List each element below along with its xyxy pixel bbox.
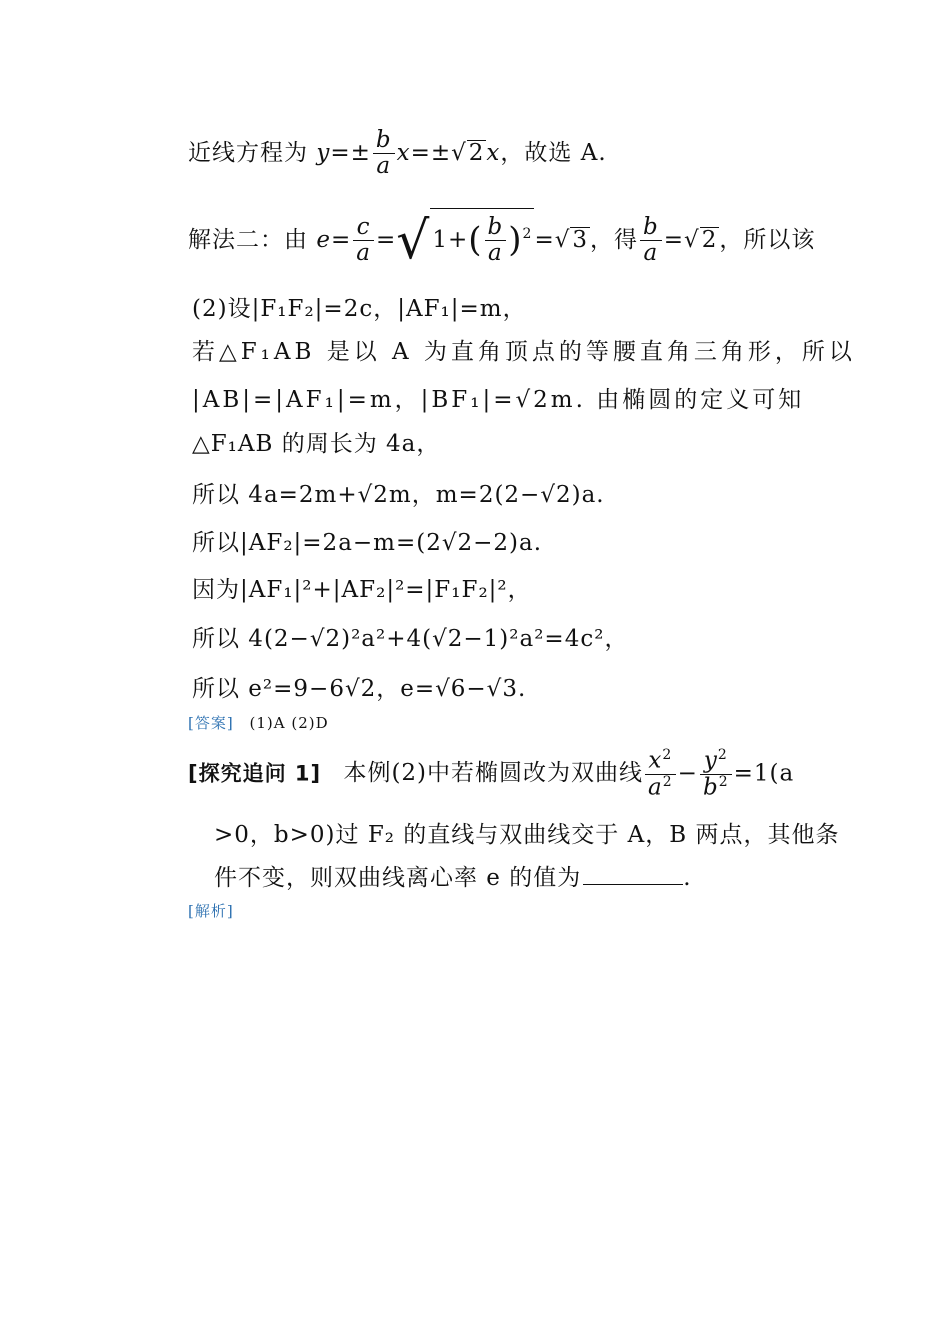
text: ，得 xyxy=(590,226,639,253)
text: =1(a xyxy=(733,760,795,787)
solution-line-3: (2)设|F₁F₂|=2c，|AF₁|=m， xyxy=(192,296,527,322)
fraction: $\frac{b}{a}$ xyxy=(373,128,395,180)
text: ，故选 A. xyxy=(500,139,607,166)
solution-line-8: 所以|AF₂|=2a−m=(2√2−2)a. xyxy=(192,530,543,556)
math: y xyxy=(316,139,331,166)
text: 件不变，则双曲线离心率 e 的值为 xyxy=(214,865,582,891)
solution-line-5: |AB|=|AF₁|=m，|BF₁|=√2m. 由椭圆的定义可知 xyxy=(192,387,805,413)
solution-line-9: 因为|AF₁|²+|AF₂|²=|F₁F₂|²， xyxy=(192,577,532,603)
answer-text: (1)A (2)D xyxy=(249,714,329,732)
solution-line-2: 解法二：由 e= $\frac{c}{a}$ =√1+( $\frac{b}{a}$ )$^2$=√3，得 $\frac{b}{a}$ =√2，所以该 xyxy=(188,208,815,271)
fraction: $\frac{x^2}{a^2}$ xyxy=(645,748,676,801)
solution-line-7: 所以 4a=2m+√2m，m=2(2−√2)a. xyxy=(192,482,605,508)
answer-tag: [答案] xyxy=(188,714,234,732)
answer-line xyxy=(188,712,329,733)
text: 本例(2)中若椭圆改为双曲线 xyxy=(343,760,644,787)
solution-line-10: 所以 4(2−√2)²a²+4(√2−1)²a²=4c²， xyxy=(192,626,629,652)
solution-line-1: 近线方程为 y=± $\frac{b}{a}$ x=±√2x，故选 A. xyxy=(188,127,607,180)
text: 近线方程为 xyxy=(188,139,308,166)
fraction: $\frac{b}{a}$ xyxy=(640,215,662,267)
followup-line-1: [探究追问 1] 本例(2)中若椭圆改为双曲线 $\frac{x^2}{a^2}$ − $\frac{y^2}{b^2}$ =1(a xyxy=(188,747,795,801)
answer-blank xyxy=(583,864,683,885)
text: ，所以该 xyxy=(719,226,816,253)
fraction: $\frac{y^2}{b^2}$ xyxy=(700,748,732,801)
text: 解法二：由 xyxy=(188,226,308,253)
solution-line-11: 所以 e²=9−6√2，e=√6−√3. xyxy=(192,676,527,702)
followup-line-3: 件不变，则双曲线离心率 e 的值为 . xyxy=(214,865,692,891)
solution-line-6: △F₁AB 的周长为 4a， xyxy=(192,431,441,457)
fraction: $\frac{c}{a}$ xyxy=(353,215,374,267)
solution-line-4: 若△F₁AB 是以 A 为直角顶点的等腰直角三角形，所以 xyxy=(192,339,856,365)
followup-line-2: >0，b>0)过 F₂ 的直线与双曲线交于 A，B 两点，其他条 xyxy=(214,822,840,848)
followup-tag: [探究追问 1] xyxy=(188,761,322,786)
analysis-tag: [解析] xyxy=(188,902,234,920)
